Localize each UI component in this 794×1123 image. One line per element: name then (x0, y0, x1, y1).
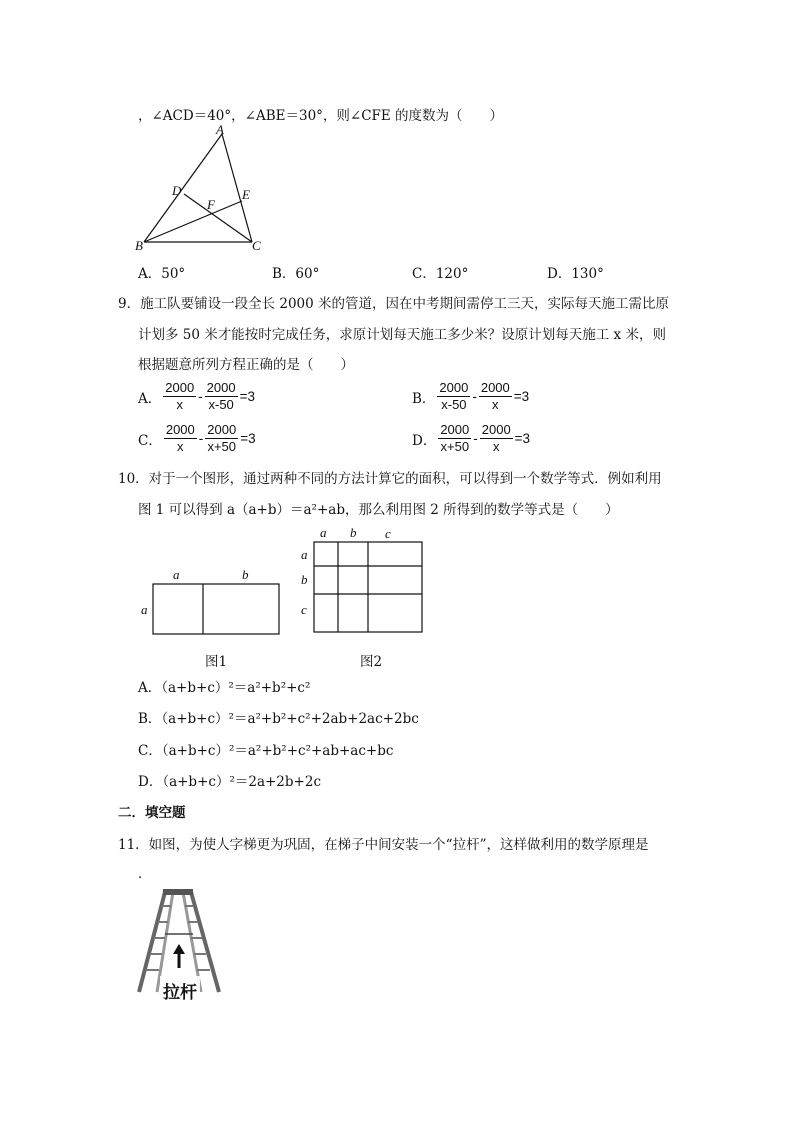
fig2-left-b: b (301, 572, 308, 587)
section-title: 二．填空题 (118, 805, 186, 821)
q9-option-d[interactable] (412, 422, 530, 455)
numerator: 2000 (206, 380, 236, 395)
fig1-left-a: a (141, 602, 148, 617)
rhs: =3 (513, 389, 530, 404)
label-a: A (216, 124, 224, 137)
q9-option-b[interactable] (412, 380, 529, 413)
q10-option-b[interactable]: B．（a+b+c）²＝a²+b²+c²+2ab+2ac+2bc (138, 711, 419, 727)
q11-line1: 11．如图，为使人字梯更为巩固，在梯子中间安装一个“拉杆”，这样做利用的数学原理是 (118, 837, 649, 853)
fraction (205, 422, 238, 455)
q10-option-a[interactable]: A．（a+b+c）²＝a²+b²+c² (138, 680, 311, 696)
q10-option-d[interactable]: D．（a+b+c）²＝2a+2b+2c (138, 774, 322, 790)
option-letter: B． (412, 390, 436, 407)
label-b: B (135, 238, 143, 253)
q8-option-a[interactable]: A．50° (138, 266, 186, 282)
fraction (205, 380, 238, 413)
fraction (437, 380, 470, 413)
numerator: 2000 (165, 422, 195, 437)
minus-sign: - (198, 389, 203, 404)
fig2-top-b: b (350, 525, 357, 540)
numerator: 2000 (439, 380, 469, 395)
option-letter: C． (138, 432, 162, 449)
fig2-caption: 图2 (360, 654, 383, 670)
q9-line3: 根据题意所列方程正确的是（ ） (138, 357, 354, 373)
denominator: x-50 (441, 397, 467, 412)
denominator: x (492, 439, 500, 454)
label-e: E (242, 187, 250, 202)
fig1-top-b: b (242, 567, 249, 582)
numerator: 2000 (440, 422, 470, 437)
figure-2 (296, 524, 428, 638)
option-letter: A． (138, 390, 162, 407)
q10-line1: 10．对于一个图形，通过两种不同的方法计算它的面积，可以得到一个数学等式．例如利用 (118, 471, 662, 487)
fraction (163, 380, 196, 413)
minus-sign: - (473, 431, 478, 446)
fig2-top-c: c (385, 526, 391, 541)
q9-line1: 9．施工队要铺设一段全长 2000 米的管道，因在中考期间需停工三天，实际每天施工需比原 (118, 296, 670, 312)
q8-stem: ，∠ACD＝40°，∠ABE＝30°，则∠CFE 的度数为（ ） (138, 108, 504, 124)
label-c: C (252, 238, 261, 253)
fraction (480, 422, 513, 455)
minus-sign: - (472, 389, 477, 404)
label-d: D (172, 183, 182, 198)
numerator: 2000 (480, 380, 510, 395)
denominator: x (176, 397, 183, 412)
denominator: x+50 (207, 439, 236, 454)
q11-line2: ． (138, 866, 152, 882)
fig1-caption: 图1 (205, 654, 228, 670)
denominator: x (177, 439, 184, 454)
denominator: x (492, 397, 499, 412)
q9-option-c[interactable] (138, 422, 256, 455)
q10-option-c[interactable]: C．（a+b+c）²＝a²+b²+c²+ab+ac+bc (138, 743, 394, 759)
q10-line2: 图 1 可以得到 a（a+b）＝a²+ab，那么利用图 2 所得到的数学等式是（ ） (138, 502, 619, 518)
numerator: 2000 (481, 422, 511, 437)
denominator: x+50 (440, 439, 470, 454)
denominator: x-50 (208, 397, 234, 412)
minus-sign: - (198, 431, 204, 446)
fig1-top-a: a (173, 567, 180, 582)
fraction (479, 380, 512, 413)
fraction (438, 422, 471, 455)
rhs: =3 (240, 431, 256, 446)
triangle-figure (130, 124, 270, 254)
q9-option-a[interactable] (138, 380, 255, 413)
q8-option-d[interactable]: D．130° (547, 266, 604, 282)
q8-option-b[interactable]: B．60° (272, 266, 320, 282)
fig2-top-a: a (320, 525, 327, 540)
fig2-left-a: a (301, 547, 308, 562)
q9-line2: 计划多 50 米才能按时完成任务，求原计划每天施工多少米？设原计划每天施工 x 米，则 (138, 327, 666, 343)
option-letter: D． (412, 432, 437, 449)
label-f: F (207, 197, 215, 212)
fig2-left-c: c (301, 602, 307, 617)
figure-1 (135, 560, 295, 640)
rhs: =3 (239, 389, 255, 404)
q8-option-c[interactable]: C．120° (412, 266, 469, 282)
fraction (164, 422, 197, 455)
numerator: 2000 (165, 380, 195, 395)
numerator: 2000 (207, 422, 237, 437)
ladder-label: 拉杆 (163, 983, 197, 1003)
rhs: =3 (514, 431, 531, 446)
